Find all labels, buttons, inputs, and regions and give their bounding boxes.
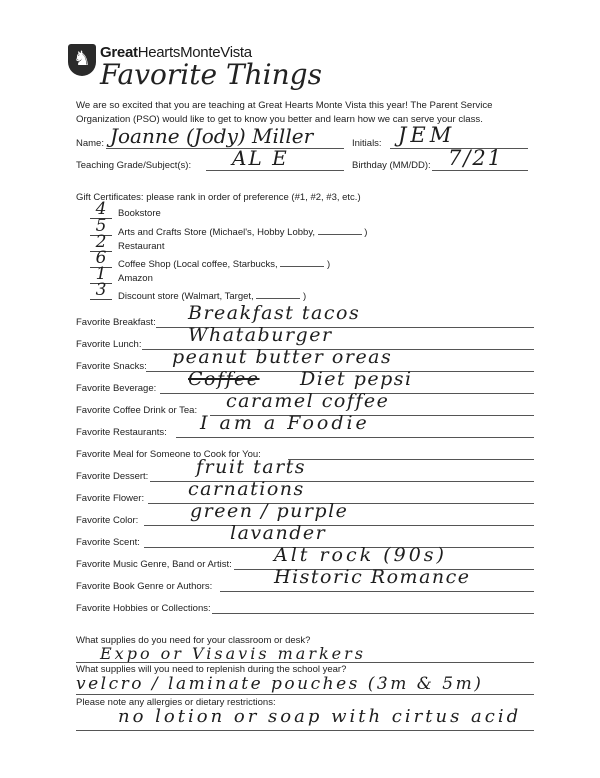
favorite-value: Historic Romance bbox=[274, 566, 471, 588]
supplies-answer-1: Expo or Visavis markers bbox=[100, 644, 367, 663]
supplies-line-1 bbox=[76, 662, 534, 663]
favorite-value: Whataburger bbox=[188, 324, 333, 346]
supplies-question-2: What supplies will you need to replenish during the school year? bbox=[76, 664, 347, 675]
favorite-value: green / purple bbox=[190, 500, 349, 522]
supplies-answer-2: velcro / laminate pouches (3m & 5m) bbox=[76, 674, 484, 694]
favorite-value: Diet pepsi bbox=[300, 368, 413, 390]
grade-line bbox=[206, 170, 344, 171]
knight-icon: ♞ bbox=[73, 48, 91, 70]
gift-rank: 3 bbox=[95, 280, 107, 300]
supplies-line-2 bbox=[76, 694, 534, 695]
favorite-value: Breakfast tacos bbox=[188, 302, 361, 324]
favorite-value: lavander bbox=[230, 522, 327, 544]
favorite-value: carnations bbox=[188, 478, 305, 500]
favorite-value: I am a Foodie bbox=[200, 412, 370, 434]
gift-heading: Gift Certificates: please rank in order of preference (#1, #2, #3, etc.) bbox=[76, 192, 361, 203]
favorite-value: fruit tarts bbox=[196, 456, 307, 478]
supplies-answer-3: no lotion or soap with cirtus acid bbox=[118, 706, 522, 727]
grade-value: AL E bbox=[232, 146, 289, 170]
birthday-line bbox=[432, 170, 528, 171]
initials-label: Initials: bbox=[352, 138, 382, 149]
birthday-value: 7/21 bbox=[448, 146, 504, 170]
favorite-value: Alt rock (90s) bbox=[274, 544, 447, 566]
gift-label: Arts and Crafts Store (Michael's, Hobby Lobby, ) bbox=[118, 227, 368, 238]
gift-rank: 5 bbox=[95, 216, 107, 236]
gift-label: Amazon bbox=[118, 273, 153, 284]
birthday-label: Birthday (MM/DD): bbox=[352, 160, 431, 171]
gift-rank: 2 bbox=[95, 232, 107, 252]
favorite-value: peanut butter oreas bbox=[172, 346, 393, 368]
logo-shield-icon bbox=[68, 44, 96, 76]
brand-name-rest: HeartsMonteVista bbox=[137, 44, 252, 61]
gift-rank: 6 bbox=[95, 248, 107, 268]
favorite-struck-value: Coffee bbox=[188, 368, 260, 390]
page-title: Favorite Things bbox=[100, 58, 322, 91]
supplies-question-3: Please note any allergies or dietary restrictions: bbox=[76, 697, 276, 708]
initials-value: JEM bbox=[398, 123, 456, 147]
supplies-line-3 bbox=[76, 730, 534, 731]
favorite-value: caramel coffee bbox=[226, 390, 390, 412]
name-line bbox=[106, 148, 344, 149]
gift-rank: 1 bbox=[95, 264, 107, 284]
gift-rank: 4 bbox=[95, 199, 107, 219]
intro-paragraph: We are so excited that you are teaching at Great Hearts Monte Vista this year! The Parent Service Organization (PSO) would like to get to know you better and learn how we can serve your class. bbox=[76, 100, 493, 125]
gift-label: Restaurant bbox=[118, 241, 165, 252]
gift-label: Discount store (Walmart, Target, ) bbox=[118, 291, 307, 302]
grade-label: Teaching Grade/Subject(s): bbox=[76, 160, 192, 171]
gift-label: Bookstore bbox=[118, 208, 161, 219]
brand-name-bold: Great bbox=[100, 44, 138, 61]
name-label: Name: bbox=[76, 138, 104, 149]
supplies-question-1: What supplies do you need for your classroom or desk? bbox=[76, 635, 311, 646]
gift-label: Coffee Shop (Local coffee, Starbucks, ) bbox=[118, 259, 331, 270]
name-value: Joanne (Jody) Miller bbox=[110, 124, 314, 148]
